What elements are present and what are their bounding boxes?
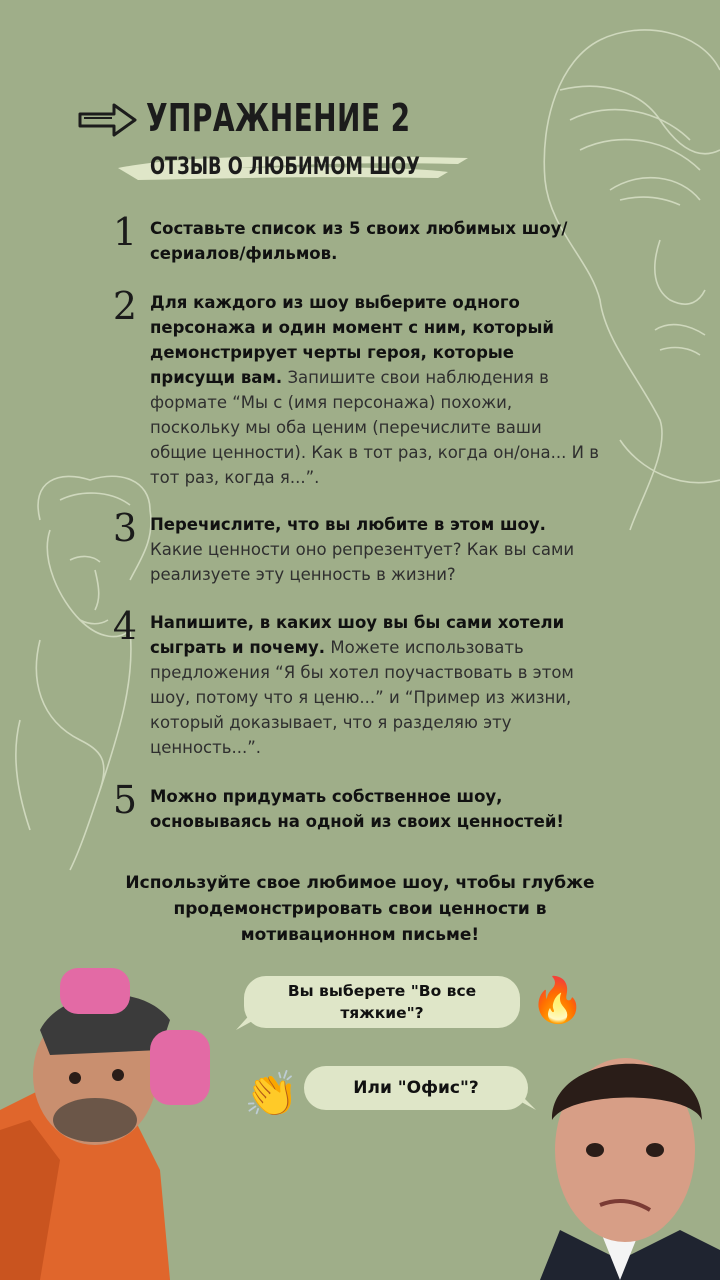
bubble-tail	[514, 1090, 538, 1112]
item-number: 1	[112, 210, 138, 254]
item-bold-text: Для каждого из шоу выберите одного персонажа и один момент с ним, который демонстрирует черты героя, которые присущи вам.	[150, 293, 554, 387]
speech-bubble-first	[244, 976, 520, 1028]
fire-icon: 🔥	[530, 975, 585, 1026]
item-regular-text: Какие ценности оно репрезентует? Как вы сами реализуете эту ценность в жизни?	[150, 540, 575, 584]
header	[78, 96, 498, 186]
item-number: 3	[112, 506, 138, 550]
item-regular-text: Можете использовать предложения “Я бы хотел поучаствовать в этом шоу, потому что я ценю...” и “Пример из жизни, который доказывает, что я разделяю эту ценность...”.	[150, 638, 574, 757]
character-photo-left	[0, 960, 230, 1280]
item-bold-text: Можно придумать собственное шоу, основываясь на одной из своих ценностей!	[150, 787, 564, 831]
item-bold-text: Составьте список из 5 своих любимых шоу/ сериалов/фильмов.	[150, 219, 568, 263]
item-number: 5	[112, 778, 138, 822]
speech-bubble-text: Вы выберете "Во все тяжкие"?	[287, 982, 477, 1022]
bubble-tail	[234, 1010, 258, 1032]
item-regular-text: Запишите свои наблюдения в формате “Мы с (имя персонажа) похожи, поскольку мы оба ценим (перечислите ваши общие ценности). Как в тот раз, когда он/она... И в тот раз, когда я...”.	[150, 368, 599, 487]
speech-bubble-text: Или "Офис"?	[353, 1078, 479, 1098]
item-bold-text: Напишите, в каких шоу вы бы сами хотели сыграть и почему.	[150, 613, 565, 657]
closing-text: Используйте свое любимое шоу, чтобы глубже продемонстрировать свои ценности в мотивационном письме!	[125, 873, 595, 945]
item-number: 2	[112, 284, 138, 328]
page-title: УПРАЖНЕНИЕ 2	[146, 96, 411, 140]
page-subtitle: ОТЗЫВ О ЛЮБИМОМ ШОУ	[150, 152, 420, 180]
item-bold-text: Перечислите, что вы любите в этом шоу.	[150, 515, 546, 534]
item-number: 4	[112, 604, 138, 648]
character-photo-right	[530, 1030, 720, 1280]
clap-icon: 👏	[244, 1069, 299, 1120]
speech-bubble-second	[304, 1066, 528, 1110]
arrow-right-icon	[78, 102, 138, 138]
